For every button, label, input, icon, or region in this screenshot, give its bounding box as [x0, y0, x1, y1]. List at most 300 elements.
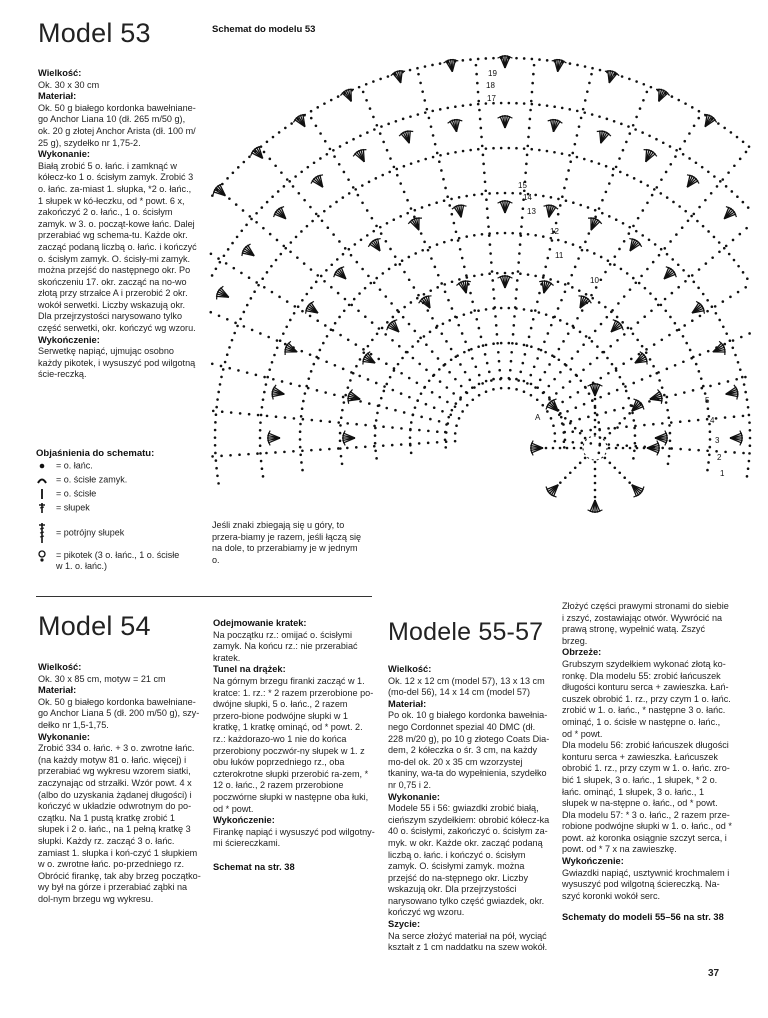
chain-dot — [311, 419, 314, 422]
chain-dot — [385, 240, 388, 243]
chain-dot — [454, 151, 457, 154]
chain-dot — [730, 131, 733, 134]
chain-dot — [621, 75, 624, 78]
chain-dot — [220, 376, 223, 379]
round-number: 18 — [486, 81, 495, 90]
chain-dot — [272, 378, 275, 381]
chain-dot — [352, 138, 355, 141]
chain-dot — [526, 154, 529, 157]
chain-dot — [635, 230, 638, 233]
chain-dot — [271, 291, 274, 294]
chain-dot — [594, 330, 597, 333]
chain-dot — [523, 344, 526, 347]
chain-dot — [713, 175, 716, 178]
chain-dot — [362, 351, 365, 354]
chain-dot — [367, 275, 370, 278]
chain-dot — [257, 284, 260, 287]
chain-dot — [444, 446, 447, 449]
chain-dot — [310, 287, 313, 290]
chain-dot — [214, 444, 217, 447]
chain-dot — [550, 196, 553, 199]
chain-dot — [588, 392, 591, 395]
chain-dot — [358, 86, 361, 89]
chain-dot — [665, 401, 668, 404]
chain-dot — [732, 239, 735, 242]
chain-dot — [417, 294, 420, 297]
chain-dot — [517, 270, 520, 273]
chain-dot — [531, 91, 534, 94]
chain-dot — [263, 391, 266, 394]
chain-dot — [622, 222, 625, 225]
chain-dot — [420, 416, 423, 419]
chain-dot — [594, 209, 597, 212]
chain-dot — [606, 316, 609, 319]
chain-dot — [293, 417, 296, 420]
chain-dot — [394, 255, 397, 258]
chain-dot — [550, 237, 553, 240]
chain-dot — [362, 91, 365, 94]
chain-dot — [519, 243, 522, 246]
chain-dot — [534, 275, 537, 278]
chain-dot — [666, 253, 669, 256]
chain-dot — [486, 362, 489, 365]
chain-dot — [564, 283, 567, 286]
chain-dot — [724, 416, 727, 419]
chain-dot — [307, 166, 310, 169]
chain-dot — [355, 423, 358, 426]
round-number: 14 — [523, 193, 532, 202]
chain-dot — [584, 457, 587, 460]
chain-dot — [511, 192, 514, 195]
chain-dot — [430, 257, 433, 260]
chain-dot — [575, 406, 578, 409]
chain-dot — [515, 102, 518, 105]
chain-dot — [692, 389, 695, 392]
chain-dot — [392, 218, 395, 221]
chain-dot — [455, 230, 458, 233]
chain-dot — [470, 311, 473, 314]
chain-dot — [691, 106, 694, 109]
chain-dot — [542, 195, 545, 198]
round-number: 2 — [717, 453, 722, 462]
chain-dot — [325, 269, 328, 272]
chain-dot — [373, 281, 376, 284]
chain-dot — [607, 443, 610, 446]
chain-dot — [559, 447, 562, 450]
chain-dot — [480, 336, 483, 339]
chain-dot — [451, 213, 454, 216]
chain-dot — [220, 455, 223, 458]
chain-dot — [379, 132, 382, 135]
chain-dot — [599, 396, 602, 399]
chain-dot — [454, 105, 457, 108]
chain-dot — [559, 204, 562, 207]
diagram-note — [212, 520, 362, 566]
chain-dot — [367, 378, 370, 381]
chain-dot — [598, 162, 601, 165]
chain-dot — [424, 111, 427, 114]
chain-dot — [611, 363, 614, 366]
chain-dot — [706, 449, 709, 452]
chain-dot — [526, 344, 529, 347]
chain-dot — [428, 246, 431, 249]
chain-dot — [700, 377, 703, 380]
chain-dot — [691, 319, 694, 322]
chain-dot — [492, 147, 495, 150]
chain-dot — [435, 201, 438, 204]
chain-dot — [582, 108, 585, 111]
chain-dot — [517, 379, 520, 382]
chain-dot — [527, 136, 530, 139]
chain-dot — [423, 386, 426, 389]
stitch-mark — [553, 206, 558, 209]
chain-dot — [414, 252, 417, 255]
chain-dot — [333, 393, 336, 396]
chain-dot — [531, 82, 534, 85]
chain-dot — [577, 350, 580, 353]
chain-dot — [649, 292, 652, 295]
chain-dot — [623, 240, 626, 243]
chain-dot — [683, 391, 686, 394]
chain-dot — [591, 340, 594, 343]
chain-dot — [492, 378, 495, 381]
chain-dot — [580, 447, 583, 450]
chain-dot — [253, 290, 256, 293]
chain-dot — [676, 329, 679, 332]
chain-dot — [289, 250, 292, 253]
chain-dot — [365, 83, 368, 86]
chain-dot — [519, 234, 522, 237]
chain-dot — [480, 127, 483, 130]
chain-dot — [574, 427, 577, 430]
chain-dot — [357, 194, 360, 197]
edging-heading: Obrzeże: — [562, 647, 602, 658]
chain-dot — [310, 370, 313, 373]
chain-dot — [627, 327, 630, 330]
size-heading: Wielkość: — [388, 664, 432, 674]
chain-dot — [669, 316, 672, 319]
chain-dot — [261, 406, 264, 409]
chain-dot — [344, 298, 347, 301]
chain-dot — [500, 342, 503, 345]
chain-dot — [508, 378, 511, 381]
chain-dot — [660, 178, 663, 181]
chain-dot — [432, 374, 435, 377]
chain-dot — [225, 262, 228, 265]
chain-dot — [643, 315, 646, 318]
chain-dot — [654, 298, 657, 301]
chain-dot — [315, 124, 318, 127]
chain-dot — [286, 178, 289, 181]
chain-dot — [367, 345, 370, 348]
chain-dot — [598, 115, 601, 118]
chain-dot — [594, 461, 597, 464]
instructions-heading: Wykonanie: — [388, 791, 441, 802]
chain-dot — [630, 358, 633, 361]
chain-dot — [544, 351, 547, 354]
chain-dot — [432, 134, 435, 137]
chain-dot — [511, 232, 514, 235]
chain-dot — [618, 248, 621, 251]
chain-dot — [256, 452, 259, 455]
chain-dot — [477, 103, 480, 106]
chain-dot — [274, 164, 277, 167]
chain-dot — [721, 178, 724, 181]
chain-dot — [429, 289, 432, 292]
chain-dot — [599, 443, 602, 446]
chain-dot — [416, 382, 419, 385]
chain-dot — [572, 201, 575, 204]
chain-dot — [589, 363, 592, 366]
chain-dot — [300, 170, 303, 173]
chain-dot — [352, 186, 355, 189]
chain-dot — [600, 323, 603, 326]
chain-dot — [577, 257, 580, 260]
chain-dot — [222, 368, 225, 371]
chain-dot — [641, 345, 644, 348]
chain-dot — [214, 429, 217, 432]
chain-dot — [343, 310, 346, 313]
chain-dot — [374, 449, 377, 452]
chain-dot — [358, 292, 361, 295]
chain-dot — [403, 191, 406, 194]
chain-dot — [557, 198, 560, 201]
chain-dot — [565, 178, 568, 181]
assembly-text: Złożyć części prawymi stronami do siebie i zszyć, zostawiając otwór. Wywrócić na prawą stronę, wypełnić watą. Zszyć brzeg. — [562, 601, 729, 646]
chain-dot — [417, 73, 420, 76]
chain-dot — [677, 286, 680, 289]
chain-dot — [230, 411, 233, 414]
chain-dot — [284, 247, 287, 250]
chain-dot — [742, 271, 745, 274]
chain-dot — [494, 315, 497, 318]
chain-dot — [643, 424, 646, 427]
chain-dot — [689, 349, 692, 352]
chain-dot — [394, 263, 397, 266]
chain-dot — [616, 426, 619, 429]
chain-dot — [266, 201, 269, 204]
chain-dot — [660, 192, 663, 195]
chain-dot — [396, 174, 399, 177]
chain-dot — [668, 455, 671, 458]
chain-dot — [633, 419, 636, 422]
chain-dot — [289, 382, 292, 385]
chain-dot — [354, 188, 357, 191]
chain-dot — [695, 161, 698, 164]
chain-dot — [310, 268, 313, 271]
chain-dot — [449, 414, 452, 417]
chain-dot — [576, 134, 579, 137]
chain-dot — [481, 273, 484, 276]
chain-dot — [388, 268, 391, 271]
chain-dot — [718, 241, 721, 244]
chain-dot — [361, 201, 364, 204]
chain-dot — [381, 327, 384, 330]
chain-dot — [723, 247, 726, 250]
chain-dot — [248, 155, 251, 158]
chain-dot — [746, 475, 749, 478]
finishing-heading: Wykończenie: — [38, 334, 100, 345]
chain-dot — [469, 149, 472, 152]
chain-dot — [635, 80, 638, 83]
chain-dot — [477, 309, 480, 312]
chain-dot — [699, 353, 702, 356]
round-number: 3 — [715, 436, 720, 445]
chain-dot — [627, 125, 630, 128]
chain-dot — [309, 315, 312, 318]
chain-dot — [590, 294, 593, 297]
chain-dot — [544, 265, 547, 268]
chain-dot — [400, 372, 403, 375]
chain-dot — [414, 406, 417, 409]
chain-dot — [669, 440, 672, 443]
chain-dot — [492, 342, 495, 345]
chain-dot — [478, 109, 481, 112]
chain-dot — [447, 416, 450, 419]
chain-dot — [731, 347, 734, 350]
chain-dot — [553, 378, 556, 381]
chain-dot — [707, 407, 710, 410]
chain-dot — [603, 351, 606, 354]
chain-dot — [255, 374, 258, 377]
chain-dot — [330, 263, 333, 266]
chain-dot — [292, 185, 295, 188]
chain-dot — [727, 171, 730, 174]
chain-dot — [618, 157, 621, 160]
chain-dot — [384, 333, 387, 336]
chain-dot — [372, 80, 375, 83]
chain-dot — [441, 410, 444, 413]
chain-dot — [386, 222, 389, 225]
chain-dot — [606, 357, 609, 360]
chain-dot — [316, 389, 319, 392]
chain-dot — [260, 206, 263, 209]
chain-dot — [748, 421, 751, 424]
chain-dot — [489, 252, 492, 255]
chain-dot — [608, 182, 611, 185]
chain-dot — [376, 332, 379, 335]
chain-dot — [259, 332, 262, 335]
chain-dot — [479, 118, 482, 121]
chain-dot — [231, 242, 234, 245]
bar-icon — [36, 488, 52, 500]
chain-dot — [615, 367, 618, 370]
legend-item-label: = słupek — [56, 502, 90, 513]
chain-dot — [594, 426, 597, 429]
chain-dot — [305, 293, 308, 296]
chain-dot — [566, 447, 569, 450]
chain-dot — [444, 187, 447, 190]
chain-dot — [679, 148, 682, 151]
chain-dot — [366, 234, 369, 237]
chain-dot — [261, 467, 264, 470]
finishing-heading: Wykończenie: — [213, 815, 275, 826]
chain-dot — [329, 148, 332, 151]
chain-dot — [239, 318, 242, 321]
chain-dot — [522, 362, 525, 365]
chain-dot — [424, 158, 427, 161]
chain-dot — [745, 227, 748, 230]
chain-dot — [523, 57, 526, 60]
material-heading: Materiał: — [388, 698, 427, 709]
chain-dot — [374, 434, 377, 437]
chain-dot — [450, 239, 453, 242]
chain-dot — [309, 353, 312, 356]
chain-dot — [427, 442, 430, 445]
chain-dot — [359, 135, 362, 138]
chain-dot — [546, 59, 549, 62]
legend-item — [36, 460, 93, 472]
chain-dot — [311, 220, 314, 223]
instructions-heading: Wykonanie: — [38, 149, 91, 160]
chain-dot — [573, 447, 576, 450]
chain-dot — [613, 466, 616, 469]
chain-dot — [576, 110, 579, 113]
chain-dot — [211, 362, 214, 365]
chain-dot — [609, 462, 612, 465]
chain-dot — [322, 342, 325, 345]
chain-dot — [246, 304, 249, 307]
chain-dot — [582, 343, 585, 346]
chain-dot — [410, 162, 413, 165]
chain-dot — [212, 410, 215, 413]
chain-dot — [221, 410, 224, 413]
chain-dot — [538, 292, 541, 295]
chain-dot — [481, 382, 484, 385]
chain-dot — [321, 220, 324, 223]
chain-dot — [658, 254, 661, 257]
chain-dot — [516, 279, 519, 282]
chain-dot — [286, 300, 289, 303]
chain-dot — [475, 318, 478, 321]
round-number: 11 — [555, 251, 564, 260]
chain-dot — [616, 444, 619, 447]
chain-dot — [262, 398, 265, 401]
chain-dot — [263, 376, 266, 379]
chain-dot — [530, 383, 533, 386]
chain-dot — [248, 413, 251, 416]
chain-dot — [408, 256, 411, 259]
chain-dot — [741, 376, 744, 379]
chain-dot — [344, 394, 347, 397]
finishing-text: Gwiazdki napiąć, usztywnić krochmalem i wysuszyć pod wilgotną ściereczką. Na-szyć koronki wokół serc. — [562, 867, 730, 901]
chain-dot — [594, 419, 597, 422]
chain-dot — [664, 298, 667, 301]
chain-dot — [748, 414, 751, 417]
chain-dot — [618, 471, 621, 474]
chain-dot — [733, 415, 736, 418]
chain-dot — [574, 143, 577, 146]
chain-dot — [561, 401, 564, 404]
chain-dot — [520, 225, 523, 228]
chain-dot — [528, 336, 531, 339]
chain-dot — [464, 340, 467, 343]
chain-dot — [641, 209, 644, 212]
chain-dot — [685, 342, 688, 345]
chain-dot — [375, 225, 378, 228]
chain-dot — [724, 451, 727, 454]
chain-dot — [428, 117, 431, 120]
chain-dot — [478, 394, 481, 397]
stitch-mark — [409, 131, 410, 143]
chain-dot — [369, 107, 372, 110]
chain-dot — [745, 151, 748, 154]
chain-dot — [429, 331, 432, 334]
chain-dot — [237, 166, 240, 169]
chain-dot — [481, 233, 484, 236]
chain-dot — [536, 300, 539, 303]
chain-dot — [425, 369, 428, 372]
